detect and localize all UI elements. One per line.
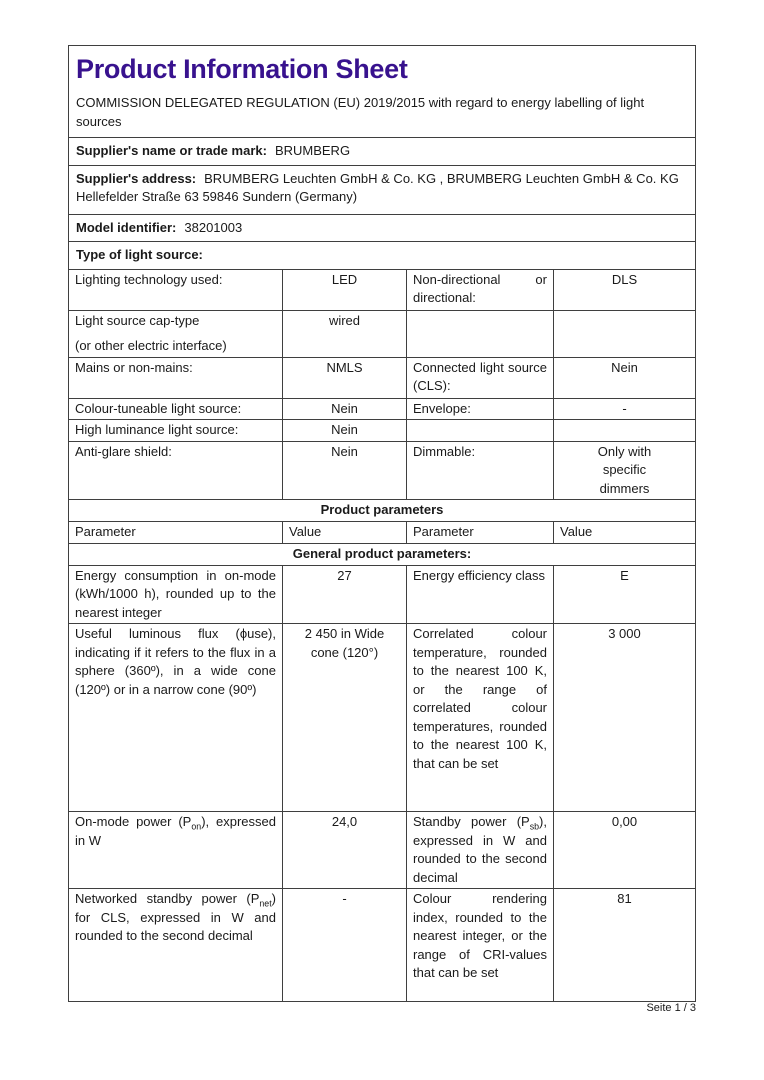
column-header-row — [69, 521, 695, 543]
general-product-parameters-heading: General product parameters: — [69, 543, 695, 565]
row-networked-standby — [69, 888, 695, 1001]
parameter-cell: Energy efficiency class — [406, 566, 553, 624]
value-cell: 27 — [282, 566, 406, 624]
row-colour-tuneable — [69, 398, 695, 420]
value-cell: NMLS — [282, 358, 406, 398]
product-information-sheet — [68, 45, 696, 1002]
row-anti-glare — [69, 441, 695, 500]
value-cell: Nein — [553, 358, 695, 398]
row-cap-type — [69, 310, 695, 357]
dimmable-value: Only with specific dimmers — [597, 443, 652, 496]
supplier-address-value: BRUMBERG Leuchten GmbH & Co. KG , BRUMBERG Leuchten GmbH & Co. KG Hellefelder Straße 63 59846 Sundern (Germany) — [76, 170, 679, 204]
value-cell: wired — [282, 311, 406, 357]
value-cell: E — [553, 566, 695, 624]
parameter-cell: Envelope: — [406, 399, 553, 420]
row-lighting-technology — [69, 269, 695, 310]
supplier-address-row — [69, 165, 695, 214]
value-cell: 81 — [553, 889, 695, 1001]
row-high-luminance — [69, 419, 695, 441]
value-cell: 3 000 — [553, 624, 695, 811]
value-cell: DLS — [553, 270, 695, 310]
parameter-cell — [406, 311, 553, 357]
value-cell: Nein — [282, 442, 406, 500]
parameter-cell: Colour rendering index, rounded to the nearest integer, or the range of CRI-values that can be set — [406, 889, 553, 1001]
column-header-parameter-2: Parameter — [406, 522, 553, 543]
row-mains — [69, 357, 695, 398]
value-cell: Nein — [282, 399, 406, 420]
model-identifier-row — [69, 214, 695, 242]
parameter-cell: Networked standby power $(P_{net})$ for CLS, expressed in W and rounded to the second decimal — [75, 891, 276, 943]
value-cell — [553, 420, 695, 441]
value-cell — [553, 311, 695, 357]
value-cell: LED — [282, 270, 406, 310]
parameter-cell: On-mode power $(P_{on})$, expressed in W — [75, 814, 276, 848]
page-title: Product Information Sheet — [76, 54, 408, 84]
parameter-cell — [69, 311, 282, 357]
column-header-parameter-1: Parameter — [75, 523, 136, 539]
value-cell: - — [282, 889, 406, 1001]
header-block — [69, 46, 695, 137]
parameter-cell: Colour-tuneable light source: — [75, 400, 242, 416]
row-energy-consumption — [69, 565, 695, 624]
supplier-name-label: Supplier's name or trade mark: — [76, 143, 267, 158]
product-parameters-heading: Product parameters — [69, 499, 695, 521]
type-of-light-source-label: Type of light source: — [76, 247, 203, 262]
parameter-cell: High luminance light source: — [75, 422, 239, 437]
value-cell: Nein — [282, 420, 406, 441]
row-luminous-flux — [69, 623, 695, 811]
column-header-value-1: Value — [282, 522, 406, 543]
page-number: Seite 1 / 3 — [646, 1002, 696, 1014]
parameter-cell: Standby power $(P_{sb})$, expressed in W and rounded to the second decimal — [406, 812, 553, 888]
regulation-subtitle: COMMISSION DELEGATED REGULATION (EU) 2019/2015 with regard to energy labelling of light sources — [76, 95, 645, 129]
parameter-cell: Useful luminous flux (ϕuse), indicating if it refers to the flux in a sphere (360º), in a wide cone (120º) or in a narrow cone (90º) — [75, 626, 276, 697]
cap-type-line2: (or other electric interface) — [75, 338, 227, 353]
value-cell: - — [553, 399, 695, 420]
parameter-cell: Connected light source (CLS): — [406, 358, 553, 398]
parameter-cell: Correlated colour temperature, rounded to the nearest 100 K, or the range of correlated colour temperatures, rounded to the nearest 100 K, that can be set — [406, 624, 553, 811]
parameter-cell: Lighting technology used: — [75, 271, 223, 287]
supplier-name-value: BRUMBERG — [274, 143, 351, 158]
value-cell: 2 450 in Wide cone (120°) — [282, 624, 406, 811]
type-of-light-source-heading — [69, 241, 695, 269]
supplier-name-row — [69, 137, 695, 165]
model-identifier-label: Model identifier: — [76, 219, 177, 235]
value-cell: 24,0 — [282, 812, 406, 888]
parameter-cell: Non-directional or directional: — [406, 270, 553, 310]
cap-type-line1: Light source cap-type — [75, 312, 200, 328]
parameter-cell: Dimmable: — [406, 442, 553, 500]
supplier-address-label: Supplier's address: — [76, 170, 197, 186]
column-header-value-2: Value — [553, 522, 695, 543]
model-identifier-value: 38201003 — [184, 219, 243, 235]
parameter-cell: Energy consumption in on-mode (kWh/1000 h), rounded up to the nearest integer — [75, 567, 276, 620]
value-cell — [553, 442, 695, 500]
value-cell: 0,00 — [553, 812, 695, 888]
parameter-cell: Mains or non-mains: — [75, 359, 193, 375]
parameter-cell: Anti-glare shield: — [75, 443, 172, 459]
parameter-cell — [406, 420, 553, 441]
row-on-mode-power — [69, 811, 695, 888]
